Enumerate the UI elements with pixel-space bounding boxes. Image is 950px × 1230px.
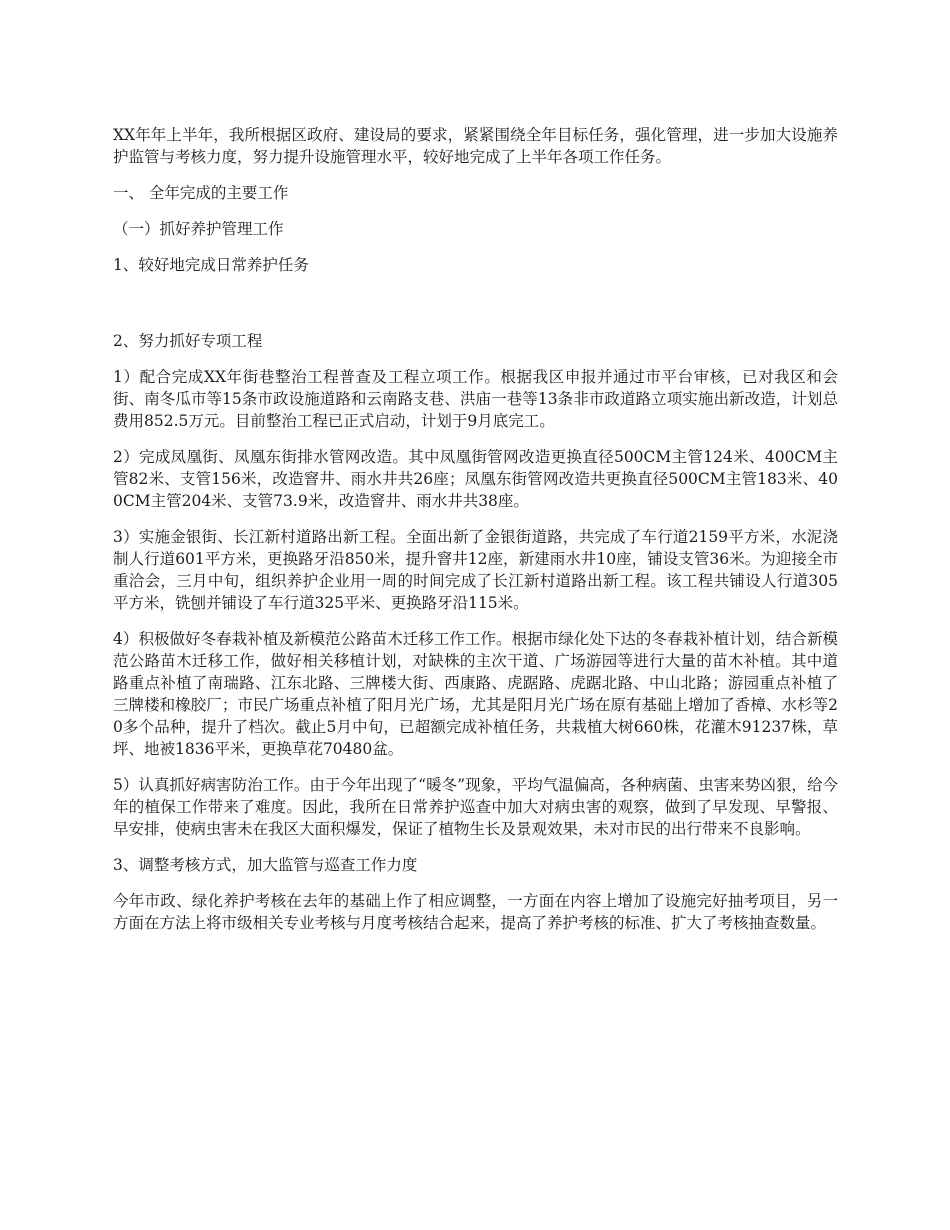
item-2-paragraph-2: 2）完成凤凰街、凤凰东街排水管网改造。其中凤凰街管网改造更换直径500CM主管124米、400CM主管82米、支管156米，改造窨井、雨水井共26座；凤凰东街管网改造共更换直径500CM主管183米、400CM主管204米、支管73.9米，改造窨井、雨水井共38座。	[113, 448, 838, 510]
item-2-paragraph-5: 5）认真抓好病害防治工作。由于今年出现了“暖冬”现象，平均气温偏高，各种病菌、虫害来势凶狠，给今年的植保工作带来了难度。因此，我所在日常养护巡查中加大对病虫害的观察，做到了早发现、早警报、早安排，使病虫害未在我区大面积爆发，保证了植物生长及景观效果，未对市民的出行带来不良影响。	[113, 776, 838, 838]
item-3-paragraph-1: 今年市政、绿化养护考核在去年的基础上作了相应调整，一方面在内容上增加了设施完好抽考项目，另一方面在方法上将市级相关专业考核与月度考核结合起来，提高了养护考核的标准、扩大了考核抽查数量。	[113, 892, 838, 932]
item-2-paragraph-4: 4）积极做好冬春栽补植及新模范公路苗木迁移工作工作。根据市绿化处下达的冬春栽补植计划，结合新模范公路苗木迁移工作，做好相关移植计划，对缺株的主次干道、广场游园等进行大量的苗木补植。其中道路重点补植了南瑞路、江东北路、三牌楼大街、西康路、虎踞路、虎踞北路、中山北路；游园重点补植了三牌楼和橡胶厂；市民广场重点补植了阳月光广场，尤其是阳月光广场在原有基础上增加了香樟、水杉等20多个品种，提升了档次。截止5月中旬，已超额完成补植任务，共栽植大树660株，花灌木91237株，草坪、地被1836平米，更换草花70480盆。	[113, 630, 838, 758]
document-body	[113, 124, 838, 948]
item-heading-3: 3、调整考核方式，加大监管与巡查工作力度	[113, 856, 418, 874]
item-2-paragraph-1: 1）配合完成XX年街巷整治工程普查及工程立项工作。根据我区申报并通过市平台审核，已对我区和会街、南冬瓜市等15条市政设施道路和云南路支巷、洪庙一巷等13条非市政道路立项实施出新改造，计划总费用852.5万元。目前整治工程已正式启动，计划于9月底完工。	[113, 368, 838, 430]
intro-paragraph: XX年年上半年，我所根据区政府、建设局的要求，紧紧围绕全年目标任务，强化管理，进一步加大设施养护监管与考核力度，努力提升设施管理水平，较好地完成了上半年各项工作任务。	[113, 126, 838, 166]
item-heading-2: 2、努力抓好专项工程	[113, 332, 263, 350]
subsection-heading-1: （一）抓好养护管理工作	[113, 220, 284, 238]
section-heading-1: 一、 全年完成的主要工作	[113, 184, 289, 202]
blank-space	[113, 290, 838, 330]
item-2-paragraph-3: 3）实施金银街、长江新村道路出新工程。全面出新了金银街道路，共完成了车行道2159平方米，水泥浇制人行道601平方米，更换路牙沿850米，提升窨井12座，新建雨水井10座，铺设支管36米。为迎接全市重洽会，三月中旬，组织养护企业用一周的时间完成了长江新村道路出新工程。该工程共铺设人行道305平方米，铣刨并铺设了车行道325平米、更换路牙沿115米。	[113, 528, 838, 612]
item-heading-1: 1、较好地完成日常养护任务	[113, 256, 309, 274]
